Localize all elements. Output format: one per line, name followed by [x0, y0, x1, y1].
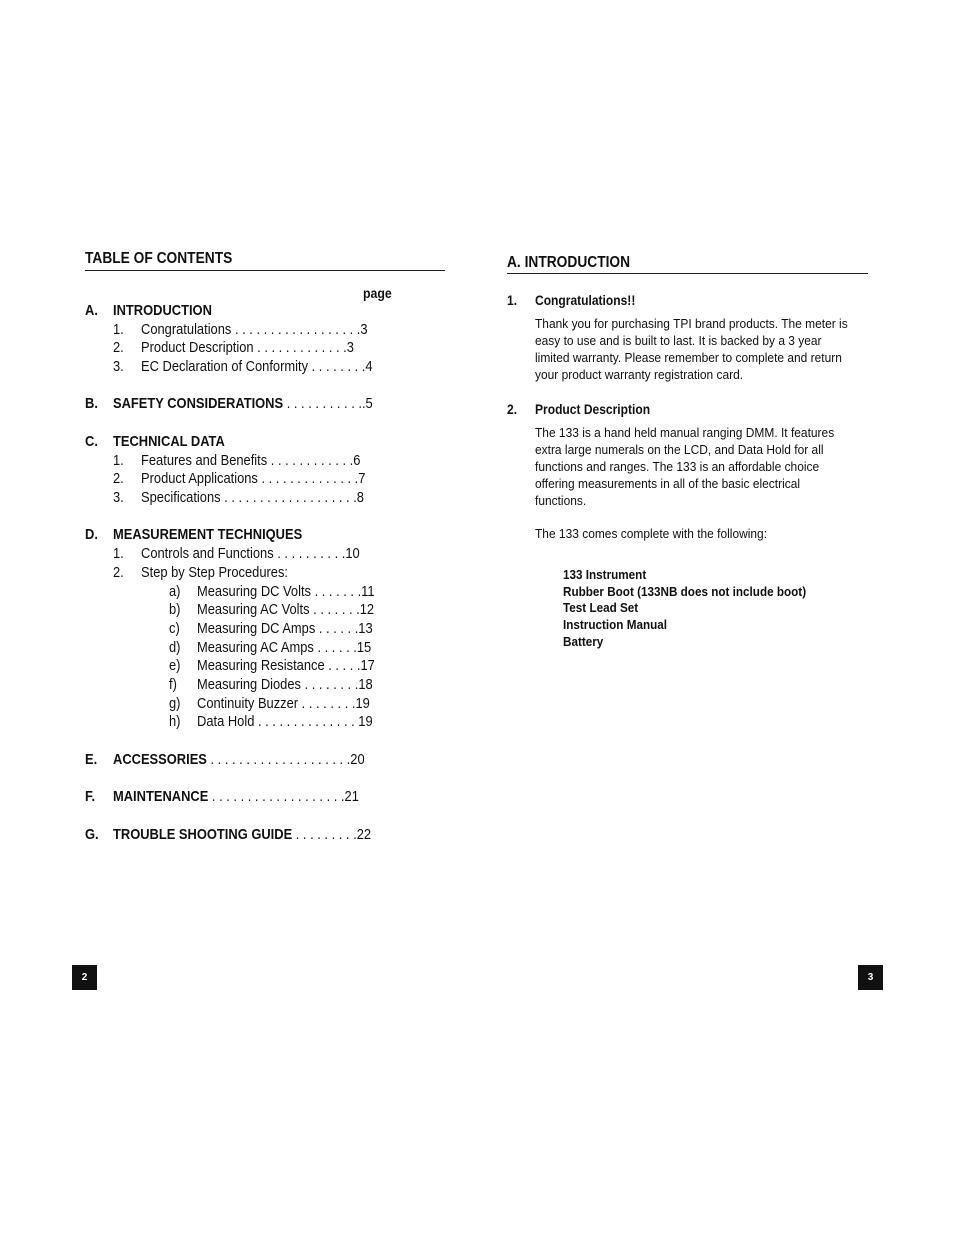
- congrats-heading: Congratulations!!: [535, 292, 636, 308]
- toc-entry-features-benefits[interactable]: Features and Benefits . . . . . . . . . . . .6: [141, 452, 361, 469]
- section-f-letter: F.: [85, 788, 96, 805]
- intro-title: A. INTRODUCTION: [507, 254, 631, 271]
- toc-entry-step-by-step[interactable]: Step by Step Procedures:: [141, 564, 289, 581]
- toc-entry-product-description[interactable]: Product Description . . . . . . . . . . . . .3: [141, 339, 354, 356]
- section-b-page: 5: [365, 395, 373, 412]
- toc-subentry-letter: d): [169, 639, 181, 656]
- toc-entry-number: 3.: [113, 358, 124, 375]
- page-column-label: page: [363, 285, 392, 301]
- toc-subentry-continuity-buzzer[interactable]: Continuity Buzzer . . . . . . . .19: [197, 695, 370, 712]
- paragraph-line: Thank you for purchasing TPI brand products. The meter is: [535, 316, 848, 331]
- section-e-page: 20: [350, 751, 365, 768]
- section-f-page: 21: [344, 788, 359, 805]
- toc-subentry-letter: e): [169, 657, 181, 674]
- contents-lead-text: The 133 comes complete with the following:: [535, 526, 768, 541]
- section-d-letter: D.: [85, 526, 98, 543]
- toc-entry-number: 1.: [113, 545, 124, 562]
- product-description-number: 2.: [507, 401, 518, 417]
- toc-subentry-dc-amps[interactable]: Measuring DC Amps . . . . . .13: [197, 620, 373, 637]
- contents-lead: [535, 525, 767, 542]
- toc-subentry-letter: g): [169, 695, 181, 712]
- toc-entry-specifications[interactable]: Specifications . . . . . . . . . . . . . . . . . . .8: [141, 489, 364, 506]
- product-description-paragraph: [535, 424, 834, 509]
- paragraph-line: offering measurements in all of the basic electrical: [535, 476, 801, 491]
- section-a-letter: A.: [85, 302, 98, 319]
- section-g-page: 22: [356, 826, 372, 843]
- toc-subentry-diodes[interactable]: Measuring Diodes . . . . . . . .18: [197, 676, 373, 693]
- toc-entry-controls-functions[interactable]: Controls and Functions . . . . . . . . . .10: [141, 545, 360, 562]
- toc-subentry-letter: f): [169, 676, 177, 693]
- section-g-dots: . . . . . . . . .: [292, 826, 357, 843]
- paragraph-line: limited warranty. Please remember to complete and return: [535, 350, 842, 365]
- toc-entry-trouble-shooting[interactable]: [113, 826, 371, 843]
- toc-subentry-data-hold[interactable]: Data Hold . . . . . . . . . . . . . . 19: [197, 713, 373, 730]
- right-page-number: 3: [858, 965, 883, 990]
- toc-subentry-letter: b): [169, 601, 181, 618]
- toc-entry-congratulations[interactable]: Congratulations . . . . . . . . . . . . . . . . . .3: [141, 321, 368, 338]
- intro-title-rule: [507, 273, 868, 274]
- included-item: Test Lead Set: [563, 600, 639, 615]
- product-description-heading: Product Description: [535, 401, 651, 417]
- paragraph-line: functions and ranges. The 133 is an affordable choice: [535, 459, 820, 474]
- congrats-number: 1.: [507, 292, 518, 308]
- section-b-dots: . . . . . . . . . . .: [283, 395, 362, 412]
- included-item: Instruction Manual: [563, 617, 668, 632]
- section-b-letter: B.: [85, 395, 98, 412]
- toc-subentry-resistance[interactable]: Measuring Resistance . . . . .17: [197, 657, 375, 674]
- section-e-title: ACCESSORIES: [113, 751, 207, 768]
- toc-subentry-ac-amps[interactable]: Measuring AC Amps . . . . . .15: [197, 639, 372, 656]
- paragraph-line: your product warranty registration card.: [535, 367, 744, 382]
- toc-entry-number: 1.: [113, 321, 124, 338]
- congrats-paragraph: [535, 315, 848, 383]
- toc-subentry-letter: c): [169, 620, 180, 637]
- toc-subentry-ac-volts[interactable]: Measuring AC Volts . . . . . . .12: [197, 601, 375, 618]
- section-b-title: SAFETY CONSIDERATIONS: [113, 395, 284, 412]
- toc-entry-number: 3.: [113, 489, 124, 506]
- section-c-letter: C.: [85, 433, 98, 450]
- included-item: Rubber Boot (133NB does not include boot): [563, 584, 807, 599]
- included-item: 133 Instrument: [563, 567, 647, 582]
- toc-entry-maintenance[interactable]: [113, 788, 359, 805]
- section-g-letter: G.: [85, 826, 99, 843]
- toc-entry-product-applications[interactable]: Product Applications . . . . . . . . . . . . . .7: [141, 470, 366, 487]
- toc-title: TABLE OF CONTENTS: [85, 250, 233, 267]
- toc-entry-accessories[interactable]: [113, 751, 365, 768]
- toc-subentry-letter: h): [169, 713, 181, 730]
- left-page-number: 2: [72, 965, 97, 990]
- section-c-title: TECHNICAL DATA: [113, 433, 225, 450]
- section-f-title: MAINTENANCE: [113, 788, 209, 805]
- section-d-title: MEASUREMENT TECHNIQUES: [113, 526, 303, 543]
- toc-entry-safety-considerations[interactable]: [113, 395, 373, 412]
- toc-subentry-letter: a): [169, 583, 181, 600]
- section-f-dots: . . . . . . . . . . . . . . . . . . .: [208, 788, 345, 805]
- toc-entry-number: 2.: [113, 339, 124, 356]
- toc-title-rule: [85, 270, 445, 271]
- section-e-dots: . . . . . . . . . . . . . . . . . . . .: [206, 751, 351, 768]
- section-a-title: INTRODUCTION: [113, 302, 212, 319]
- paragraph-line: easy to use and is built to last. It is backed by a 3 year: [535, 333, 822, 348]
- section-g-title: TROUBLE SHOOTING GUIDE: [113, 826, 293, 843]
- paragraph-line: extra large numerals on the LCD, and Data Hold for all: [535, 442, 824, 457]
- section-e-letter: E.: [85, 751, 98, 768]
- paragraph-line: functions.: [535, 493, 587, 508]
- included-item: Battery: [563, 634, 604, 649]
- toc-entry-number: 2.: [113, 564, 124, 581]
- toc-entry-number: 1.: [113, 452, 124, 469]
- paragraph-line: The 133 is a hand held manual ranging DMM. It features: [535, 425, 835, 440]
- section-b-page-dot: .: [361, 395, 366, 412]
- toc-entry-ec-declaration[interactable]: EC Declaration of Conformity . . . . . . . .4: [141, 358, 373, 375]
- toc-subentry-dc-volts[interactable]: Measuring DC Volts . . . . . . .11: [197, 583, 375, 600]
- toc-entry-number: 2.: [113, 470, 124, 487]
